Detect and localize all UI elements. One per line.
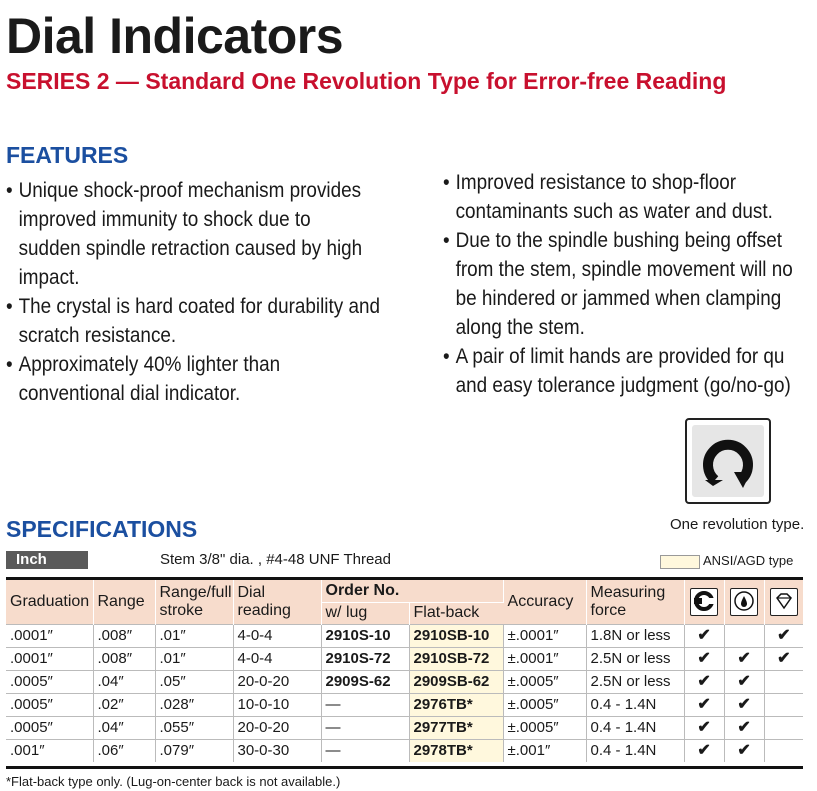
cell-graduation: .0005″ xyxy=(6,670,93,693)
cell-dial-reading: 4-0-4 xyxy=(233,624,321,647)
header-accuracy: Accuracy xyxy=(503,580,586,624)
cell-check-lug: ✔ xyxy=(684,624,724,647)
cell-range: .008″ xyxy=(93,624,155,647)
cell-order-w-lug: — xyxy=(321,716,409,739)
table-row xyxy=(6,670,803,693)
cell-order-flat-back: 2909SB-62 xyxy=(409,670,503,693)
features-heading: FEATURES xyxy=(6,142,129,168)
cell-check-water: ✔ xyxy=(724,647,764,670)
cell-dial-reading: 30-0-30 xyxy=(233,739,321,762)
cell-graduation: .0005″ xyxy=(6,693,93,716)
page-subtitle: SERIES 2 — Standard One Revolution Type for Error-free Reading xyxy=(6,68,727,94)
header-icon-water xyxy=(724,580,764,624)
cell-graduation: .0001″ xyxy=(6,624,93,647)
table-row xyxy=(6,716,803,739)
cell-range-full: .01″ xyxy=(155,624,233,647)
ansi-legend-label: ANSI/AGD type xyxy=(703,553,794,568)
cell-dial-reading: 20-0-20 xyxy=(233,670,321,693)
cell-order-flat-back: 2977TB* xyxy=(409,716,503,739)
header-measuring-force: Measuring force xyxy=(586,580,684,624)
cell-order-flat-back: 2978TB* xyxy=(409,739,503,762)
cell-measuring-force: 0.4 - 1.4N xyxy=(586,739,684,762)
cell-range: .06″ xyxy=(93,739,155,762)
cell-graduation: .001″ xyxy=(6,739,93,762)
cell-range: .02″ xyxy=(93,693,155,716)
cell-graduation: .0001″ xyxy=(6,647,93,670)
cell-order-w-lug: 2909S-62 xyxy=(321,670,409,693)
header-dial-reading: Dial reading xyxy=(233,580,321,624)
cell-range-full: .028″ xyxy=(155,693,233,716)
cell-accuracy: ±.0001″ xyxy=(503,624,586,647)
cell-range: .04″ xyxy=(93,670,155,693)
one-revolution-icon xyxy=(685,418,771,504)
cell-check-water: ✔ xyxy=(724,716,764,739)
table-row xyxy=(6,624,803,647)
cell-check-lug: ✔ xyxy=(684,670,724,693)
header-flat-back: Flat-back xyxy=(409,602,503,624)
table-row xyxy=(6,647,803,670)
header-graduation: Graduation xyxy=(6,580,93,624)
cell-range: .04″ xyxy=(93,716,155,739)
lug-back-icon xyxy=(690,588,718,616)
page-title: Dial Indicators xyxy=(6,8,344,64)
ansi-legend-swatch xyxy=(660,555,700,569)
features-column-right xyxy=(443,168,817,400)
cell-dial-reading: 4-0-4 xyxy=(233,647,321,670)
cell-measuring-force: 0.4 - 1.4N xyxy=(586,693,684,716)
cell-dial-reading: 20-0-20 xyxy=(233,716,321,739)
cell-order-w-lug: 2910S-72 xyxy=(321,647,409,670)
cell-order-w-lug: 2910S-10 xyxy=(321,624,409,647)
cell-check-lug: ✔ xyxy=(684,693,724,716)
footnote: *Flat-back type only. (Lug-on-center back is not available.) xyxy=(6,774,341,789)
specifications-heading: SPECIFICATIONS xyxy=(6,516,198,542)
cell-check-water: ✔ xyxy=(724,670,764,693)
feature-item: • Unique shock-proof mechanism provides improved immunity to shock due to sudden spindle retraction caused by high impact. xyxy=(6,176,402,292)
cell-check-diamond: ✔ xyxy=(764,647,803,670)
header-range-full: Range/full stroke xyxy=(155,580,233,624)
features-column-left xyxy=(6,176,446,408)
cell-order-w-lug: — xyxy=(321,693,409,716)
cell-graduation: .0005″ xyxy=(6,716,93,739)
feature-item: • A pair of limit hands are provided for qu and easy tolerance judgment (go/no-go) xyxy=(443,342,817,400)
cell-check-diamond xyxy=(764,670,803,693)
cell-check-water: ✔ xyxy=(724,739,764,762)
cell-accuracy: ±.001″ xyxy=(503,739,586,762)
cell-accuracy: ±.0005″ xyxy=(503,670,586,693)
cell-accuracy: ±.0005″ xyxy=(503,693,586,716)
header-icon-lug xyxy=(684,580,724,624)
feature-item: • Due to the spindle bushing being offset from the stem, spindle movement will no be hindered or jammed when clamping along the stem. xyxy=(443,226,817,342)
cell-check-diamond: ✔ xyxy=(764,624,803,647)
cell-check-diamond xyxy=(764,739,803,762)
cell-order-flat-back: 2976TB* xyxy=(409,693,503,716)
cell-accuracy: ±.0005″ xyxy=(503,716,586,739)
cell-check-diamond xyxy=(764,693,803,716)
cell-order-flat-back: 2910SB-10 xyxy=(409,624,503,647)
cell-range: .008″ xyxy=(93,647,155,670)
header-order-no: Order No. xyxy=(321,580,503,602)
cell-range-full: .05″ xyxy=(155,670,233,693)
specifications-table xyxy=(6,577,803,769)
cell-order-flat-back: 2910SB-72 xyxy=(409,647,503,670)
stem-note: Stem 3/8" dia. , #4-48 UNF Thread xyxy=(160,551,391,568)
feature-item: • Approximately 40% lighter than conventional dial indicator. xyxy=(6,350,402,408)
cell-check-water: ✔ xyxy=(724,693,764,716)
cell-check-lug: ✔ xyxy=(684,647,724,670)
table-row xyxy=(6,739,803,762)
unit-tab: Inch xyxy=(6,551,88,569)
cell-check-water xyxy=(724,624,764,647)
feature-item: • The crystal is hard coated for durability and scratch resistance. xyxy=(6,292,402,350)
diamond-icon xyxy=(770,588,798,616)
header-icon-diamond xyxy=(764,580,803,624)
cell-measuring-force: 0.4 - 1.4N xyxy=(586,716,684,739)
table-row xyxy=(6,693,803,716)
cell-check-lug: ✔ xyxy=(684,739,724,762)
cell-accuracy: ±.0001″ xyxy=(503,647,586,670)
cell-range-full: .01″ xyxy=(155,647,233,670)
cell-measuring-force: 2.5N or less xyxy=(586,670,684,693)
cell-measuring-force: 1.8N or less xyxy=(586,624,684,647)
cell-range-full: .055″ xyxy=(155,716,233,739)
feature-item: • Improved resistance to shop-floor contaminants such as water and dust. xyxy=(443,168,817,226)
cell-check-lug: ✔ xyxy=(684,716,724,739)
cell-range-full: .079″ xyxy=(155,739,233,762)
waterproof-icon xyxy=(730,588,758,616)
header-w-lug: w/ lug xyxy=(321,602,409,624)
revolution-caption: One revolution type. xyxy=(670,516,805,533)
cell-check-diamond xyxy=(764,716,803,739)
cell-dial-reading: 10-0-10 xyxy=(233,693,321,716)
cell-measuring-force: 2.5N or less xyxy=(586,647,684,670)
cell-order-w-lug: — xyxy=(321,739,409,762)
header-range: Range xyxy=(93,580,155,624)
